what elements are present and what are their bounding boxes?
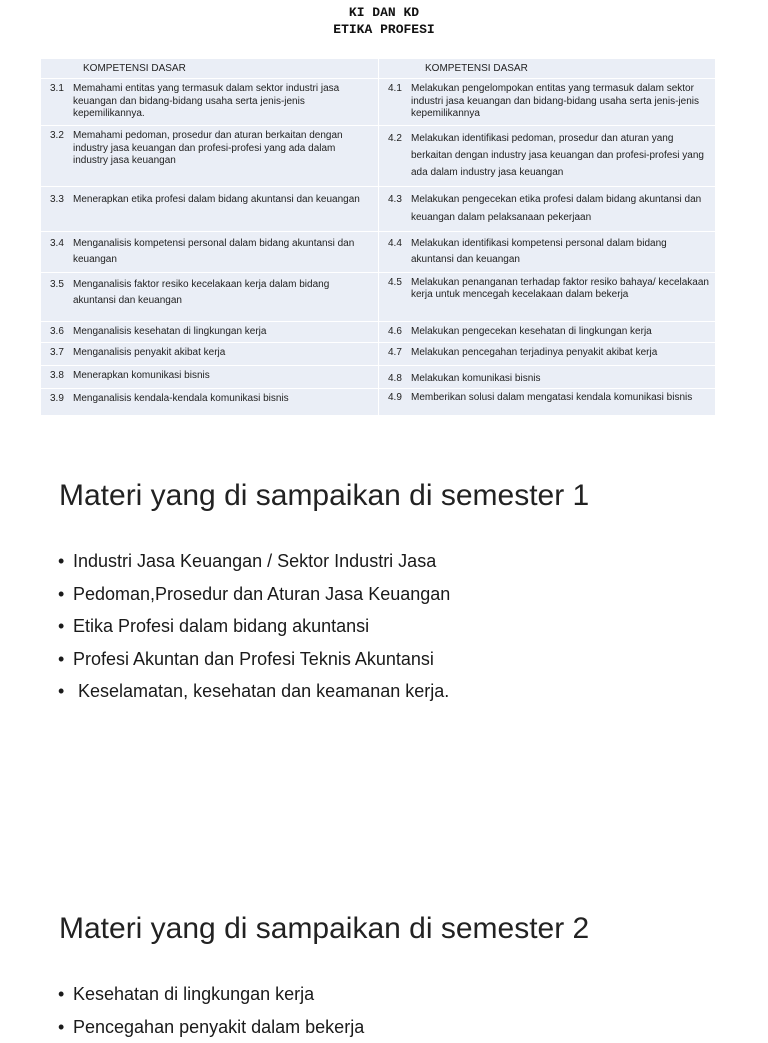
right-cell [378,322,715,342]
kd-text: Menganalisis faktor resiko kecelakaan kerja dalam bidang akuntansi dan keuangan [73,277,372,319]
right-column-header: KOMPETENSI DASAR [378,59,715,78]
bullet-icon: • [58,1011,73,1043]
semester-1-heading: Materi yang di sampaikan di semester 1 [59,478,589,514]
right-cell [378,343,715,365]
list-item [58,643,450,676]
list-item [58,675,450,708]
kd-text: Melakukan identifikasi pedoman, prosedur dan aturan yang berkaitan dengan industry jasa keuangan dan profesi-profesi yang ada dalam industry jasa keuangan [411,130,709,184]
left-cell [41,232,378,272]
kompetensi-table [41,59,715,415]
kd-number: 3.1 [50,83,73,123]
topic-text: Keselamatan, kesehatan dan keamanan kerja. [73,675,449,708]
kd-number: 3.8 [50,370,73,386]
kd-text: Menganalisis kendala-kendala komunikasi bisnis [73,393,372,413]
topic-text: Pencegahan penyakit dalam bekerja [73,1011,364,1043]
table-row [41,126,715,187]
kd-text: Melakukan penanganan terhadap faktor resiko bahaya/ kecelakaan kerja untuk mencegah kecelakaan dalam bekerja [411,277,709,319]
right-cell [378,187,715,231]
kd-text: Menerapkan komunikasi bisnis [73,370,372,386]
table-row [41,343,715,366]
kd-text: Memahami entitas yang termasuk dalam sektor industri jasa keuangan dan bidang-bidang usaha serta jenis-jenis kepemilikannya. [73,83,372,123]
left-cell [41,273,378,321]
topic-text: Kesehatan di lingkungan kerja [73,978,314,1011]
left-column-header: KOMPETENSI DASAR [41,59,378,78]
kd-text: Menganalisis kesehatan di lingkungan kerja [73,326,372,340]
kd-text: Memahami pedoman, prosedur dan aturan berkaitan dengan industry jasa keuangan dan profesi-profesi yang ada dalam industry jasa keuangan [73,130,372,184]
kd-number: 3.2 [50,130,73,184]
kd-number: 3.4 [50,236,73,270]
bullet-icon: • [58,578,73,611]
right-cell [378,273,715,321]
topic-text: Profesi Akuntan dan Profesi Teknis Akuntansi [73,643,434,676]
kd-number: 3.7 [50,347,73,363]
kd-number: 4.5 [388,277,411,319]
kd-number: 3.3 [50,191,73,229]
kd-text: Melakukan pencegahan terjadinya penyakit akibat kerja [411,347,709,363]
table-row [41,79,715,126]
table-row [41,366,715,389]
kd-number: 3.9 [50,393,73,413]
table-row [41,273,715,322]
kd-text: Menganalisis penyakit akibat kerja [73,347,372,363]
kd-text: Melakukan pengelompokan entitas yang termasuk dalam sektor industri jasa keuangan dan bidang-bidang usaha serta jenis-jenis kepemilikannya [411,83,709,123]
table-row [41,187,715,232]
kd-number: 4.4 [388,236,411,270]
semester-1-topic-list [58,545,450,708]
topic-text: Etika Profesi dalam bidang akuntansi [73,610,369,643]
list-item [58,978,364,1011]
left-cell [41,343,378,365]
bullet-icon: • [58,643,73,676]
right-cell [378,126,715,186]
kd-text: Melakukan identifikasi kompetensi personal dalam bidang akuntansi dan keuangan [411,236,709,270]
table-header [41,59,715,79]
left-cell [41,79,378,125]
left-cell [41,389,378,415]
topic-text: Pedoman,Prosedur dan Aturan Jasa Keuangan [73,578,450,611]
title-line-1: KI DAN KD [0,4,768,21]
kd-text: Melakukan komunikasi bisnis [411,373,709,386]
title-line-2: ETIKA PROFESI [0,21,768,38]
bullet-icon: • [58,675,73,708]
semester-2-topic-list [58,978,364,1043]
kd-number: 4.2 [388,130,411,184]
kd-text: Menerapkan etika profesi dalam bidang akuntansi dan keuangan [73,191,372,229]
kd-number: 4.8 [388,373,411,386]
kd-number: 3.6 [50,326,73,340]
kd-number: 4.7 [388,347,411,363]
table-row [41,322,715,343]
right-cell [378,232,715,272]
left-cell [41,366,378,388]
kd-text: Menganalisis kompetensi personal dalam bidang akuntansi dan keuangan [73,236,372,270]
kd-number: 4.9 [388,393,411,413]
bullet-icon: • [58,610,73,643]
right-cell [378,79,715,125]
list-item [58,578,450,611]
bullet-icon: • [58,978,73,1011]
kd-number: 3.5 [50,277,73,319]
kd-text: Melakukan pengecekan etika profesi dalam bidang akuntansi dan keuangan dalam pelaksanaan pekerjaan [411,191,709,229]
right-cell [378,366,715,388]
left-cell [41,322,378,342]
list-item [58,610,450,643]
kd-text: Memberikan solusi dalam mengatasi kendala komunikasi bisnis [411,393,709,413]
bullet-icon: • [58,545,73,578]
left-cell [41,126,378,186]
semester-2-heading: Materi yang di sampaikan di semester 2 [59,911,589,947]
right-cell [378,389,715,415]
list-item [58,545,450,578]
topic-text: Industri Jasa Keuangan / Sektor Industri Jasa [73,545,436,578]
list-item [58,1011,364,1043]
kd-number: 4.3 [388,191,411,229]
kd-number: 4.6 [388,326,411,340]
kd-text: Melakukan pengecekan kesehatan di lingkungan kerja [411,326,709,340]
table-row [41,389,715,415]
document-title [0,4,768,38]
left-cell [41,187,378,231]
table-row [41,232,715,273]
kd-number: 4.1 [388,83,411,123]
